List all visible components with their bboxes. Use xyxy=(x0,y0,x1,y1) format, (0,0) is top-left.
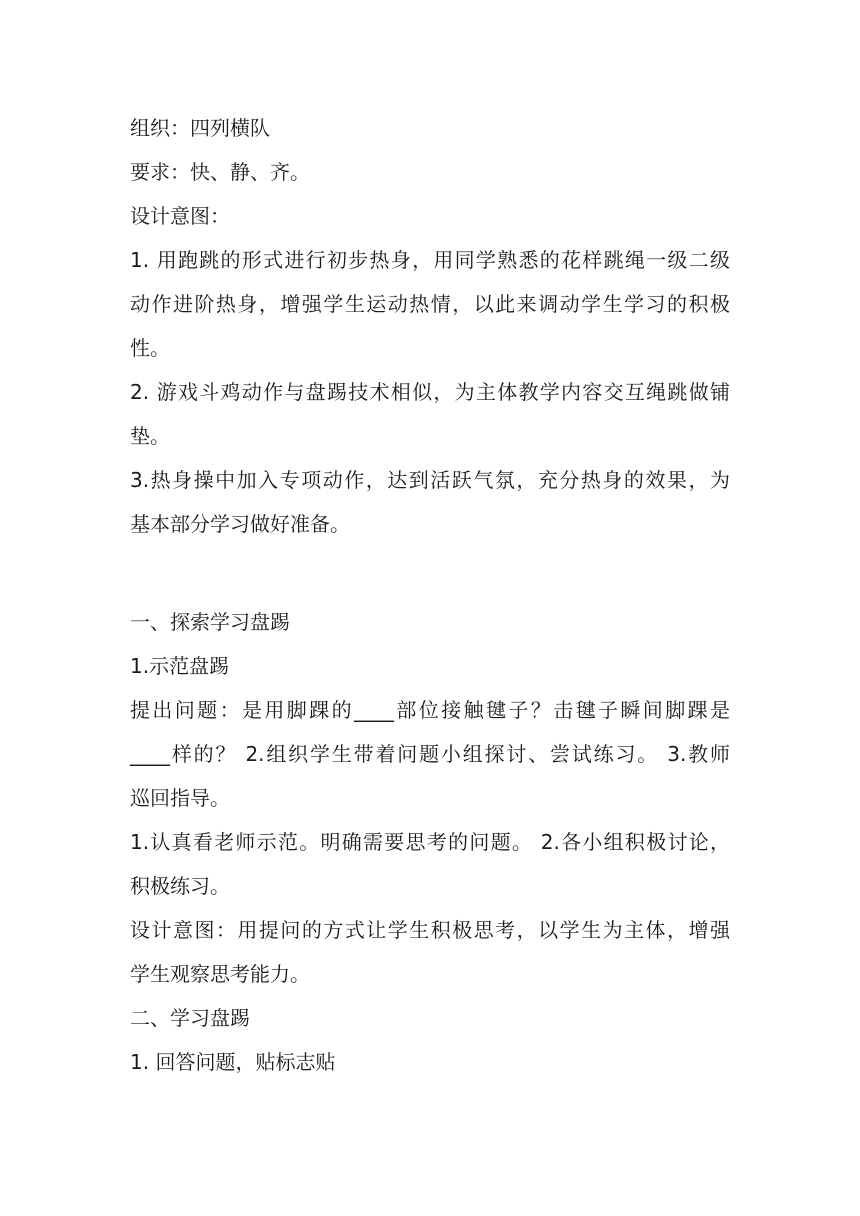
text-line-requirement: 要求：快、静、齐。 xyxy=(130,160,310,184)
text-line-demo: 1.示范盘踢 xyxy=(130,654,230,678)
text-line-intent-a: 设计意图：用提问的方式让学生积极思考，以学生为主体，增强 xyxy=(130,918,730,942)
text-line-organization: 组织：四列横队 xyxy=(130,116,270,140)
section-heading-learn: 二、学习盘踢 xyxy=(130,1006,250,1030)
text-line-question-c: 巡回指导。 xyxy=(130,786,230,810)
text-line-student-b: 积极练习。 xyxy=(130,874,230,898)
section-heading-explore: 一、探索学习盘踢 xyxy=(130,610,290,634)
text-line-intent-b: 学生观察思考能力。 xyxy=(130,962,310,986)
text-line-item-3b: 基本部分学习做好准备。 xyxy=(130,512,350,536)
text-line-item-2a: 2. 游戏斗鸡动作与盘踢技术相似，为主体教学内容交互绳跳做铺 xyxy=(130,380,730,404)
text-line-design-intent-heading: 设计意图： xyxy=(130,204,230,228)
text-line-item-2b: 垫。 xyxy=(130,424,170,448)
text-line-item-1c: 性。 xyxy=(130,336,170,360)
text-line-item-1b: 动作进阶热身，增强学生运动热情，以此来调动学生学习的积极 xyxy=(130,292,730,316)
text-line-student-a: 1.认真看老师示范。明确需要思考的问题。 2.各小组积极讨论， xyxy=(130,830,730,854)
text-line-answer: 1. 回答问题，贴标志贴 xyxy=(130,1050,336,1074)
text-line-question-b: ____样的？ 2.组织学生带着问题小组探讨、尝试练习。 3.教师 xyxy=(130,742,730,766)
text-line-item-3a: 3.热身操中加入专项动作，达到活跃气氛，充分热身的效果，为 xyxy=(130,468,730,492)
text-line-question-a: 提出问题：是用脚踝的____部位接触毽子？击毽子瞬间脚踝是 xyxy=(130,698,730,722)
text-line-item-1a: 1. 用跑跳的形式进行初步热身，用同学熟悉的花样跳绳一级二级 xyxy=(130,248,730,272)
